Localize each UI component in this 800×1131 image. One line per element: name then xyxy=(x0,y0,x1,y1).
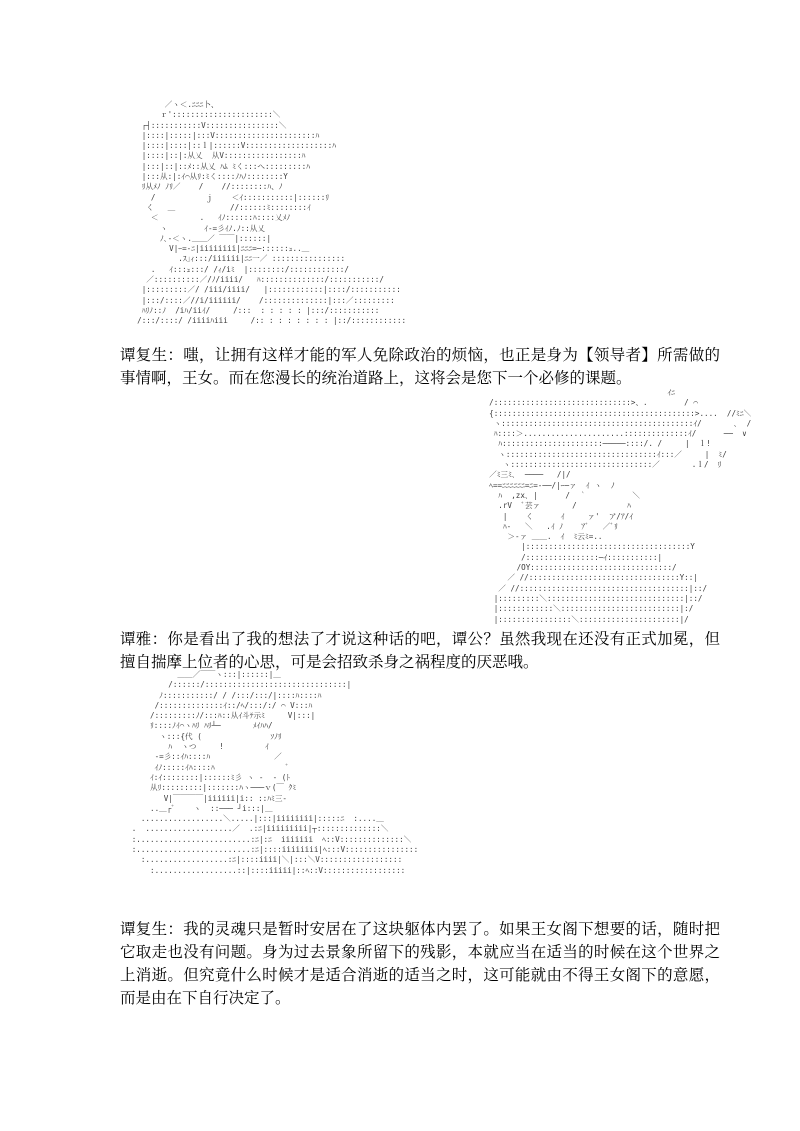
dialogue-line-tan-fusheng-2: 谭复生：我的灵魂只是暂时安居在了这块躯体内罢了。如果王女阁下想要的话，随时把它取走也没有问题。身为过去景象所留下的残影，本就应当在适当的时候在这个世界之上消逝。但究竟什么时候才是适合消逝的适当之时，这可能就由不得王女阁下的意愿，而是由在下自行决定了。 xyxy=(120,920,720,1007)
dialogue-line-tanya: 谭雅：你是看出了我的想法了才说这种话的吧，谭公？虽然我现在还没有正式加冕，但擅自揣摩上位者的心思，可是会招致杀身之祸程度的厌恶哦。 xyxy=(120,630,720,671)
ascii-art-girl-portrait: ｲﾆ /::::::::::::::::::::::::::::::>、. / ⌒ {::::::::::::::::::::::::::::::::::::::::::::>.... //ﾐﾆ＼ ヽ::::::::::::::::::::::::::::::::::::::::::ｲ/ ､ / ﾊ::::＞......................::::::::::::::ｲ/ ── ∨ ﾊ::::::::::::::::::::::─────::::/. / | ｌ! ヽ:::::::::::::::::::::::::::::::::ｲ:::／ | ﾐ/ ヽ:::::::::::::::::::::::::::::::／ .ｌ/ ﾘ ／ﾐ三ﾐ､ ──── /|/ ﾍ==ﾆﾆﾆﾆﾆﾆ=ﾆ=-──/|ｰ─ァ ｲ ヽ ﾉ ﾊ ,zx､ | / ｀ ＼ .rV ﾞ芸ァ / ﾊ | く ｲ ァ' ア/ｱ/ｲ ﾊ- ＼ .ｲ ﾉ ｱﾞ ／ﾞﾘ ＞-ァ ＿＿. ｲ ﾐ云ﾐ=.. |::::::::::::::::::::::::::::::::::::Y /::::::::::::::::─ｲ:::::::::::| /OY:::::::::::::::::::::::::::::::/ ／ //:::::::::::::::::::::::::::::::::Y::| ／ //:::::::::::::::::::::::::::::::::::::|::/ |:::::::::＼::::::::::::::::::::::::::::::|::/ |::::::::::::＼::::::::::::::::::::::::::|:/ |::::::::::::::::＼::::::::::::::::::::::|/ xyxy=(489,388,752,624)
ascii-art-man-smiling-portrait: ＿＿／￣￣ヽ:::|::::::|＿ /::::::/:::::::::::::::::::::::::::::::| ﾉ:::::::::::/ / /:::/:::/|::::ﾊ::::ﾊ /::::::::::::::ｲ::/ﾍ/:::/:/ ⌒ V:::ﾊ /:::::::::ﾉ/:::ﾊ::从ｲ斗ﾃ示ﾐ V|:::| ﾘ::::ﾉｲ⌒ヽﾊﾘ ﾊﾘ┴─ ﾒｲﾊﾊ/ ヽ:::{代 ( ｿﾉﾘ ﾊ ヽつ ! ｲ -=彡::ｲﾊ::::ﾊ ／ ｲﾉ:::::ｲﾊ::::ﾊ ﾞ ｲ:ｲ::::::::|::::::ﾐ彡 ヽ ‐ ‐ (ﾄ 从ﾘ:::::::::|:::::::ﾊヽ───ｖ(￣ ｸﾐ V|￣￣￣￣|iiiiii|i:: ::ﾊﾐ三- ..＿┌ﾞ ヽ ::─── ┘i:::|＿ ..................＼.....|:::|iiiiiiii|:::::ﾆ :....＿ . ...................／ .:ﾆ|iiiiiiiii|┬::::::::::::::＼ :.........................:ﾆ|:ﾆ iiiiiii ﾍ::V::::::::::::::＼ :.........................:ﾆ|::::iiiiiiii|ﾍ:::V:::::::::::::::: :..................:ﾆ|::::iiii|＼|:::＼V:::::::::::::::::: :..................::|::::iiiii|::ﾍ::V:::::::::::::::::: xyxy=(131,670,419,875)
ascii-art-man-portrait: ／ヽ＜.ﾆﾆﾆ卜、 ｒ'::::::::::::::::::::::＼ ┌┤:::::::::::V::::::::::::::::＼ |::::|:::::|:::V::::::::::::::::::::::ﾊ |::::|::::|::ｌ|::::::V:::::::::::::::::::ﾊ |::::|::|:从乂 从V:::::::::::::::::ﾊ |:::|::|::ﾒ::从乂 ﾊﾑ ﾐく:::へ:::::::::ﾊ |:::从:|:ｲ⌒从ﾘ:ﾐく::::ﾉﾊﾉ::::::::Y ﾘ从ﾒﾉ ﾉﾘ／ / //::::::::ﾊ、ﾉ / ｊ ＜ｲ:::::::::::|::::::ﾘ く ＿ //::::::ﾐ::::::::ｲ ＜ . ｲﾉ::::::ﾊ::::乂ﾒﾉ ヽ ｲ-=彡ｲﾉ.ﾉ::从乂 ﾉ､-＜ヽ.＿＿／ ￣￣|::::::| V|ｰ=-ﾆ|iiiiiiii|ﾆﾆﾆ=─::::::ｭ..＿ .ｽ｣ｨ:::/iiiiii|ﾆﾆ一／ :::::::::::::::: . ｲ:::ｭ:::/ /ｨ/iﾐ |::::::::/::::::::::::/ ／::::::::::／/ﾉ/iiii/ ﾊ::::::::::::::/:::::::::::/ |:::::::::／/ /iii/iiii/ |::::::::::::|::::/::::::::::: |:::/::::／//i/iiiiii/ /::::::::::::::|:::／::::::::: ﾊﾘﾉ::ﾉ /iﾊ/iiｲ/ /::: : : : : : |:::/::::::::::: /:::/::::/ /iiiiﾊiii /:: : : : : : : : |::/:::::::::::: xyxy=(137,100,407,326)
dialogue-line-tan-fusheng-1: 谭复生：嗤，让拥有这样才能的军人免除政治的烦恼，也正是身为【领导者】所需做的事情啊，王女。而在您漫长的统治道路上，这将会是您下一个必修的课题。 xyxy=(120,346,720,387)
